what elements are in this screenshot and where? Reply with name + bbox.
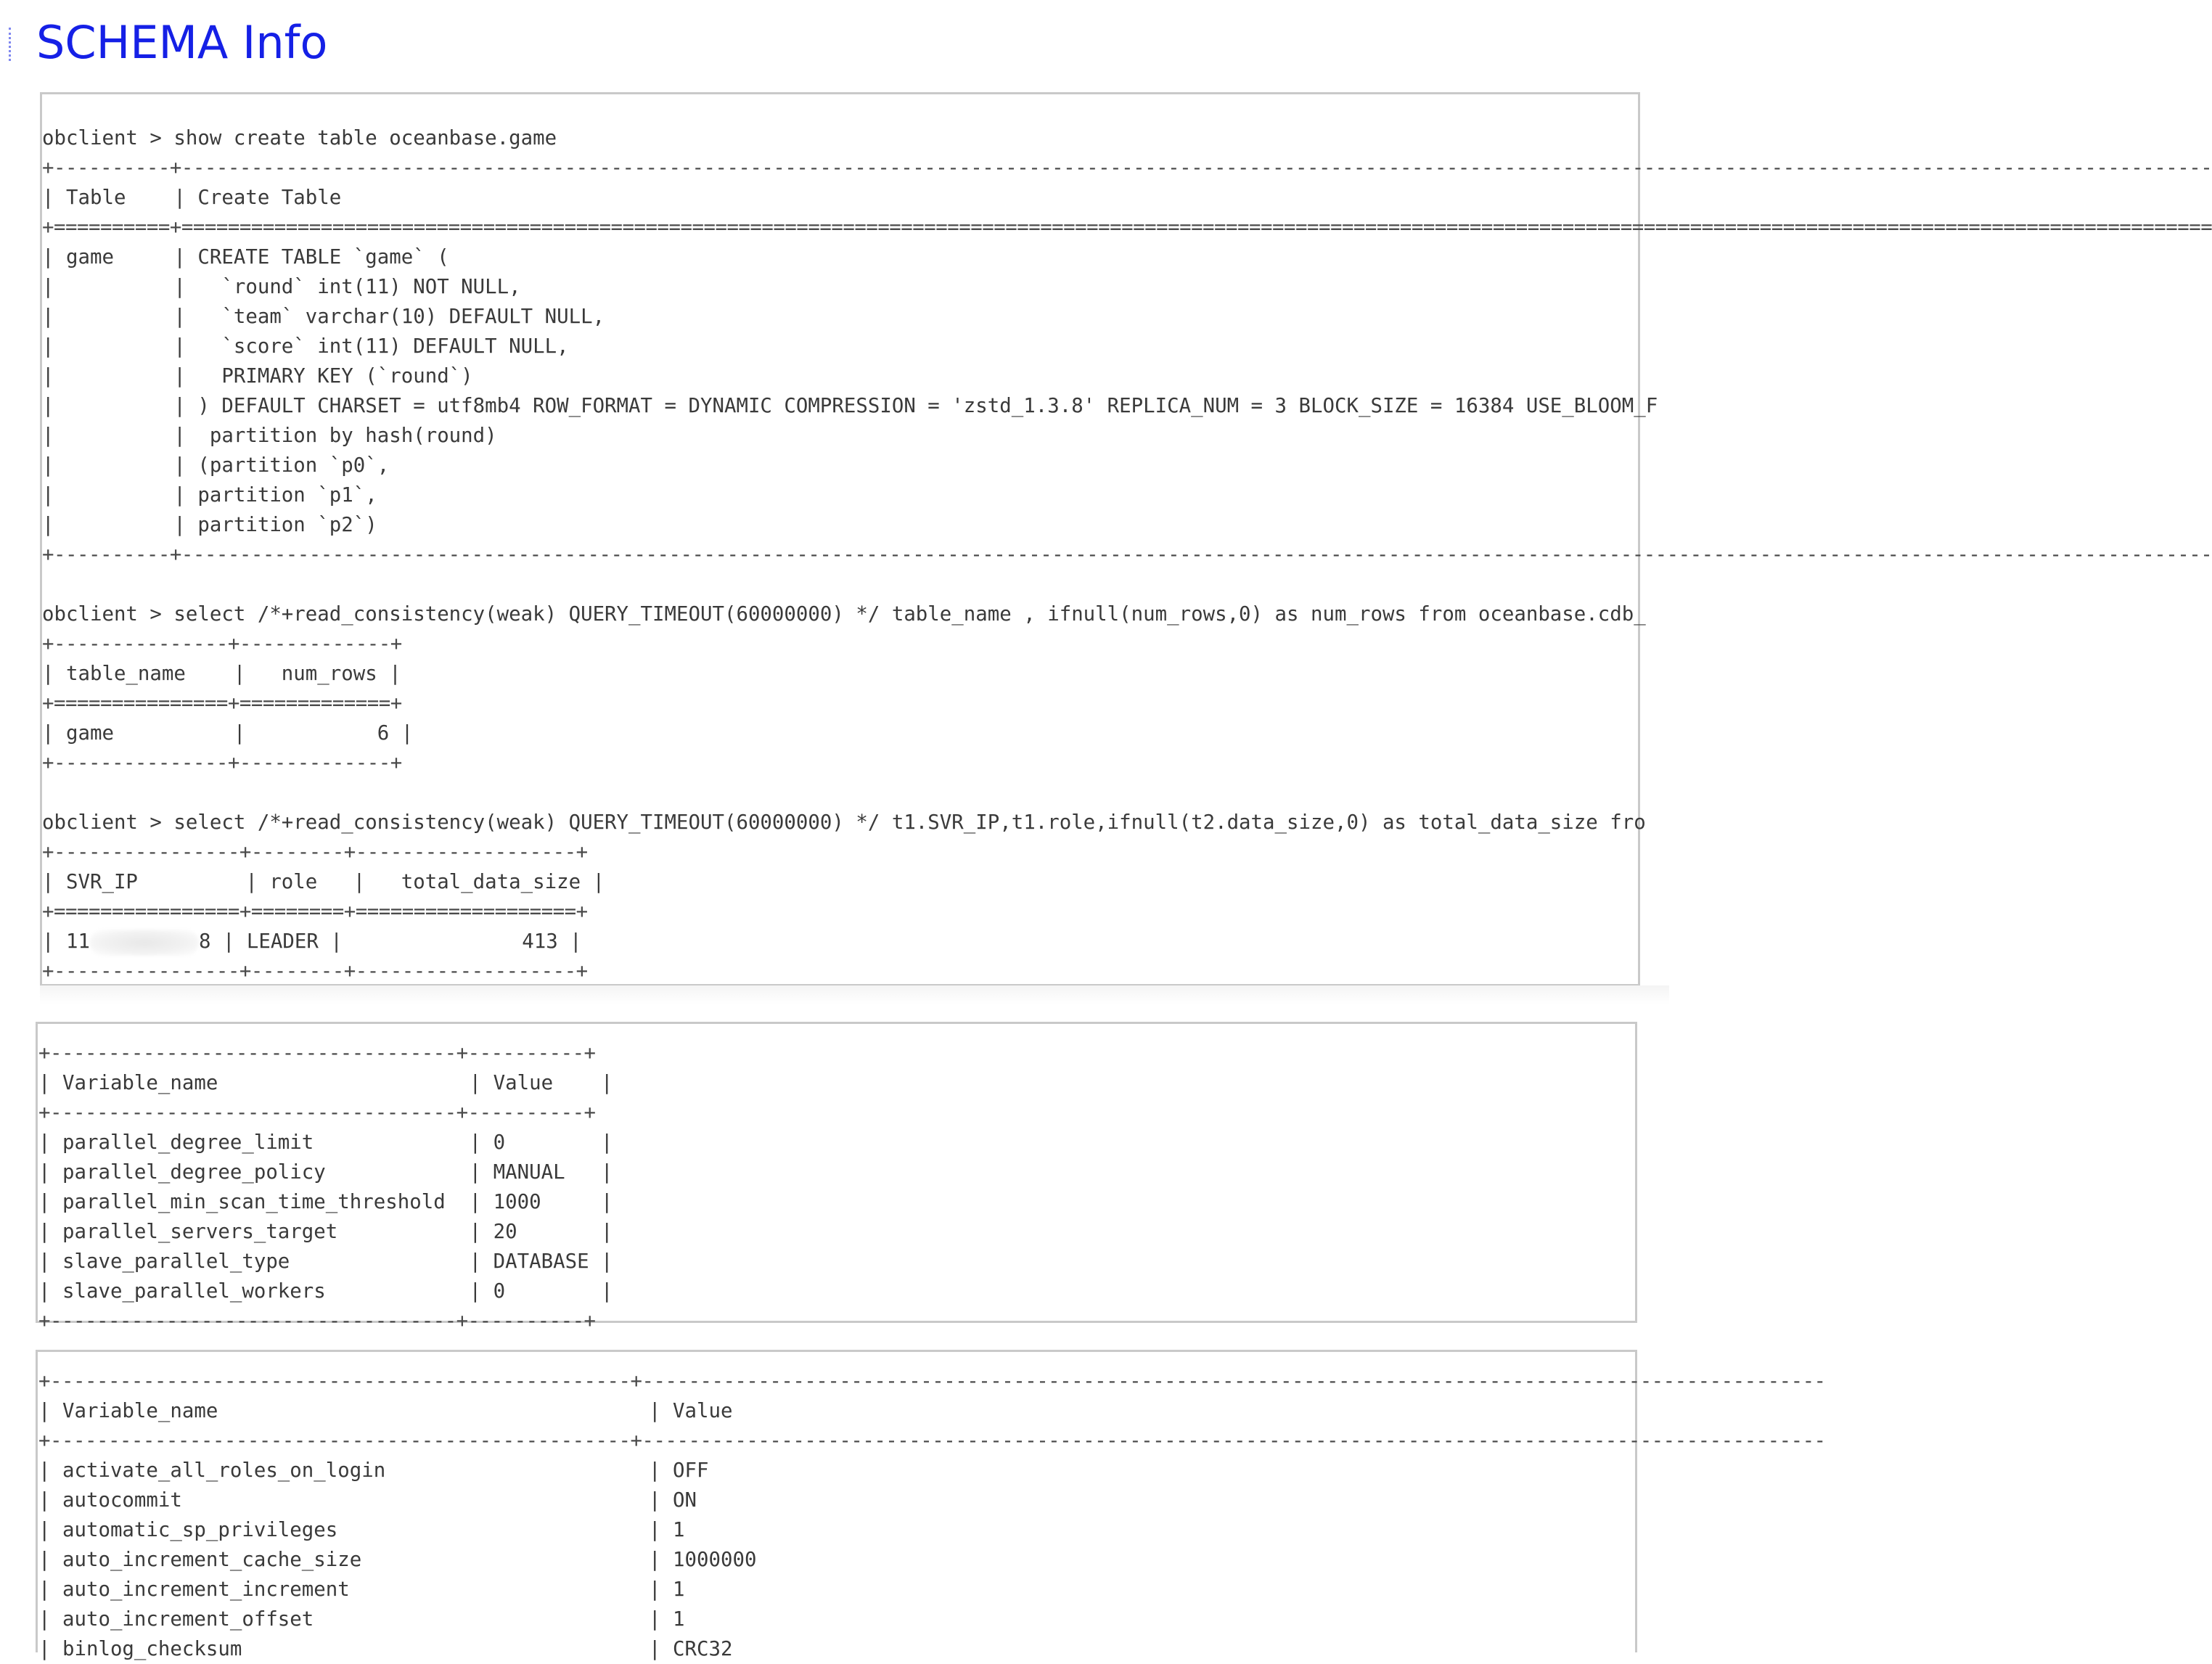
table-header-row: | Variable_name | Value [38,1400,733,1422]
terminal-line: obclient > select /*+read_consistency(weak) QUERY_TIMEOUT(60000000) */ t1.SVR_IP,t1.role,ifnull(t2.data_size,0) as total_data_size fro [42,811,1646,834]
parallel-variables-panel [36,1022,1637,1332]
table-row: | | PRIMARY KEY (`round`) [42,365,473,388]
table-border: +-----------------------------------+----------+ [38,1042,596,1065]
table-row: | | `team` varchar(10) DEFAULT NULL, [42,306,605,328]
table-border: +--------------------------------------------------+------------------------------------------------------------------------------------------------------ [38,1370,1826,1393]
table-row: | | partition by hash(round) [42,425,497,447]
table-row: | auto_increment_cache_size | 1000000 [38,1549,757,1571]
table-border: +----------+------------------------------------------------------------------------------------------------------------------------------------------------------------------------------- [42,157,2212,179]
blank-line [42,778,2212,808]
table-border: +---------------+-------------+ [42,752,402,774]
table-row: | binlog_checksum | CRC32 [38,1638,733,1660]
table-border: +==========+=============================================================================================================================================================================== [42,216,2212,239]
ip-prefix: | 11 [42,930,90,953]
panel-shadow [40,985,1669,1004]
table-row: | | partition `p2`) [42,514,377,536]
table-header-row: | Variable_name | Value | [38,1072,613,1094]
table-row: | game | CREATE TABLE `game` ( [42,246,449,269]
table-row: | | (partition `p0`, [42,454,390,477]
table-border: +----------------+--------+-------------------+ [42,841,588,864]
table-border: +-----------------------------------+----------+ [38,1102,596,1124]
table-row: | activate_all_roles_on_login | OFF [38,1459,709,1482]
table-row: | auto_increment_offset | 1 [38,1608,685,1631]
table-border: +-----------------------------------+----------+ [38,1310,596,1332]
table-header-row: | Table | Create Table [42,187,342,209]
table-border: +---------------+-------------+ [42,633,402,655]
table-border: +----------+------------------------------------------------------------------------------------------------------------------------------------------------------------------------------- [42,544,2212,566]
table-row: | parallel_degree_limit | 0 | [38,1131,613,1154]
terminal-line: obclient > show create table oceanbase.game [42,127,557,149]
table-row: | | `score` int(11) DEFAULT NULL, [42,335,569,358]
table-row: | slave_parallel_type | DATABASE | [38,1250,613,1273]
table-row: | parallel_degree_policy | MANUAL | [38,1161,613,1184]
table-row: | | ) DEFAULT CHARSET = utf8mb4 ROW_FORMAT = DYNAMIC COMPRESSION = 'zstd_1.3.8' REPLICA_NUM = 3 BLOCK_SIZE = 16384 USE_BLOOM_F [42,395,1658,417]
table-row: | slave_parallel_workers | 0 | [38,1280,613,1303]
table-row: | automatic_sp_privileges | 1 [38,1519,685,1541]
table-row: | auto_increment_increment | 1 [38,1578,685,1601]
table-border: +----------------+--------+-------------------+ [42,960,588,983]
table-row: | parallel_servers_target | 20 | [38,1221,613,1243]
table-row-redacted-ip [42,927,2212,956]
page-title: SCHEMA Info [36,16,328,69]
terminal-output [38,1366,1826,1664]
table-header-row: | table_name | num_rows | [42,663,401,685]
table-row: | | partition `p1`, [42,484,377,507]
table-row: | autocommit | ON [38,1489,697,1512]
table-border: +================+========+===================+ [42,901,588,923]
ip-suffix-and-values: 8 | LEADER | 413 | [198,930,582,953]
show-create-table-panel [40,92,2212,986]
table-row: | | `round` int(11) NOT NULL, [42,276,521,298]
system-variables-panel [36,1350,1826,1660]
terminal-output [38,1038,613,1336]
table-border: +--------------------------------------------------+------------------------------------------------------------------------------------------------------ [38,1430,1826,1452]
table-header-row: | SVR_IP | role | total_data_size | [42,871,605,893]
table-row: | parallel_min_scan_time_threshold | 1000 | [38,1191,613,1213]
redacted-ip-blur [90,930,199,956]
table-row: | game | 6 | [42,722,414,745]
terminal-output [42,123,2212,986]
table-border: +===============+=============+ [42,692,402,715]
blank-line [42,570,2212,599]
title-marker [9,28,13,61]
terminal-line: obclient > select /*+read_consistency(weak) QUERY_TIMEOUT(60000000) */ table_name , ifnull(num_rows,0) as num_rows from oceanbase.cdb_ [42,603,1646,626]
